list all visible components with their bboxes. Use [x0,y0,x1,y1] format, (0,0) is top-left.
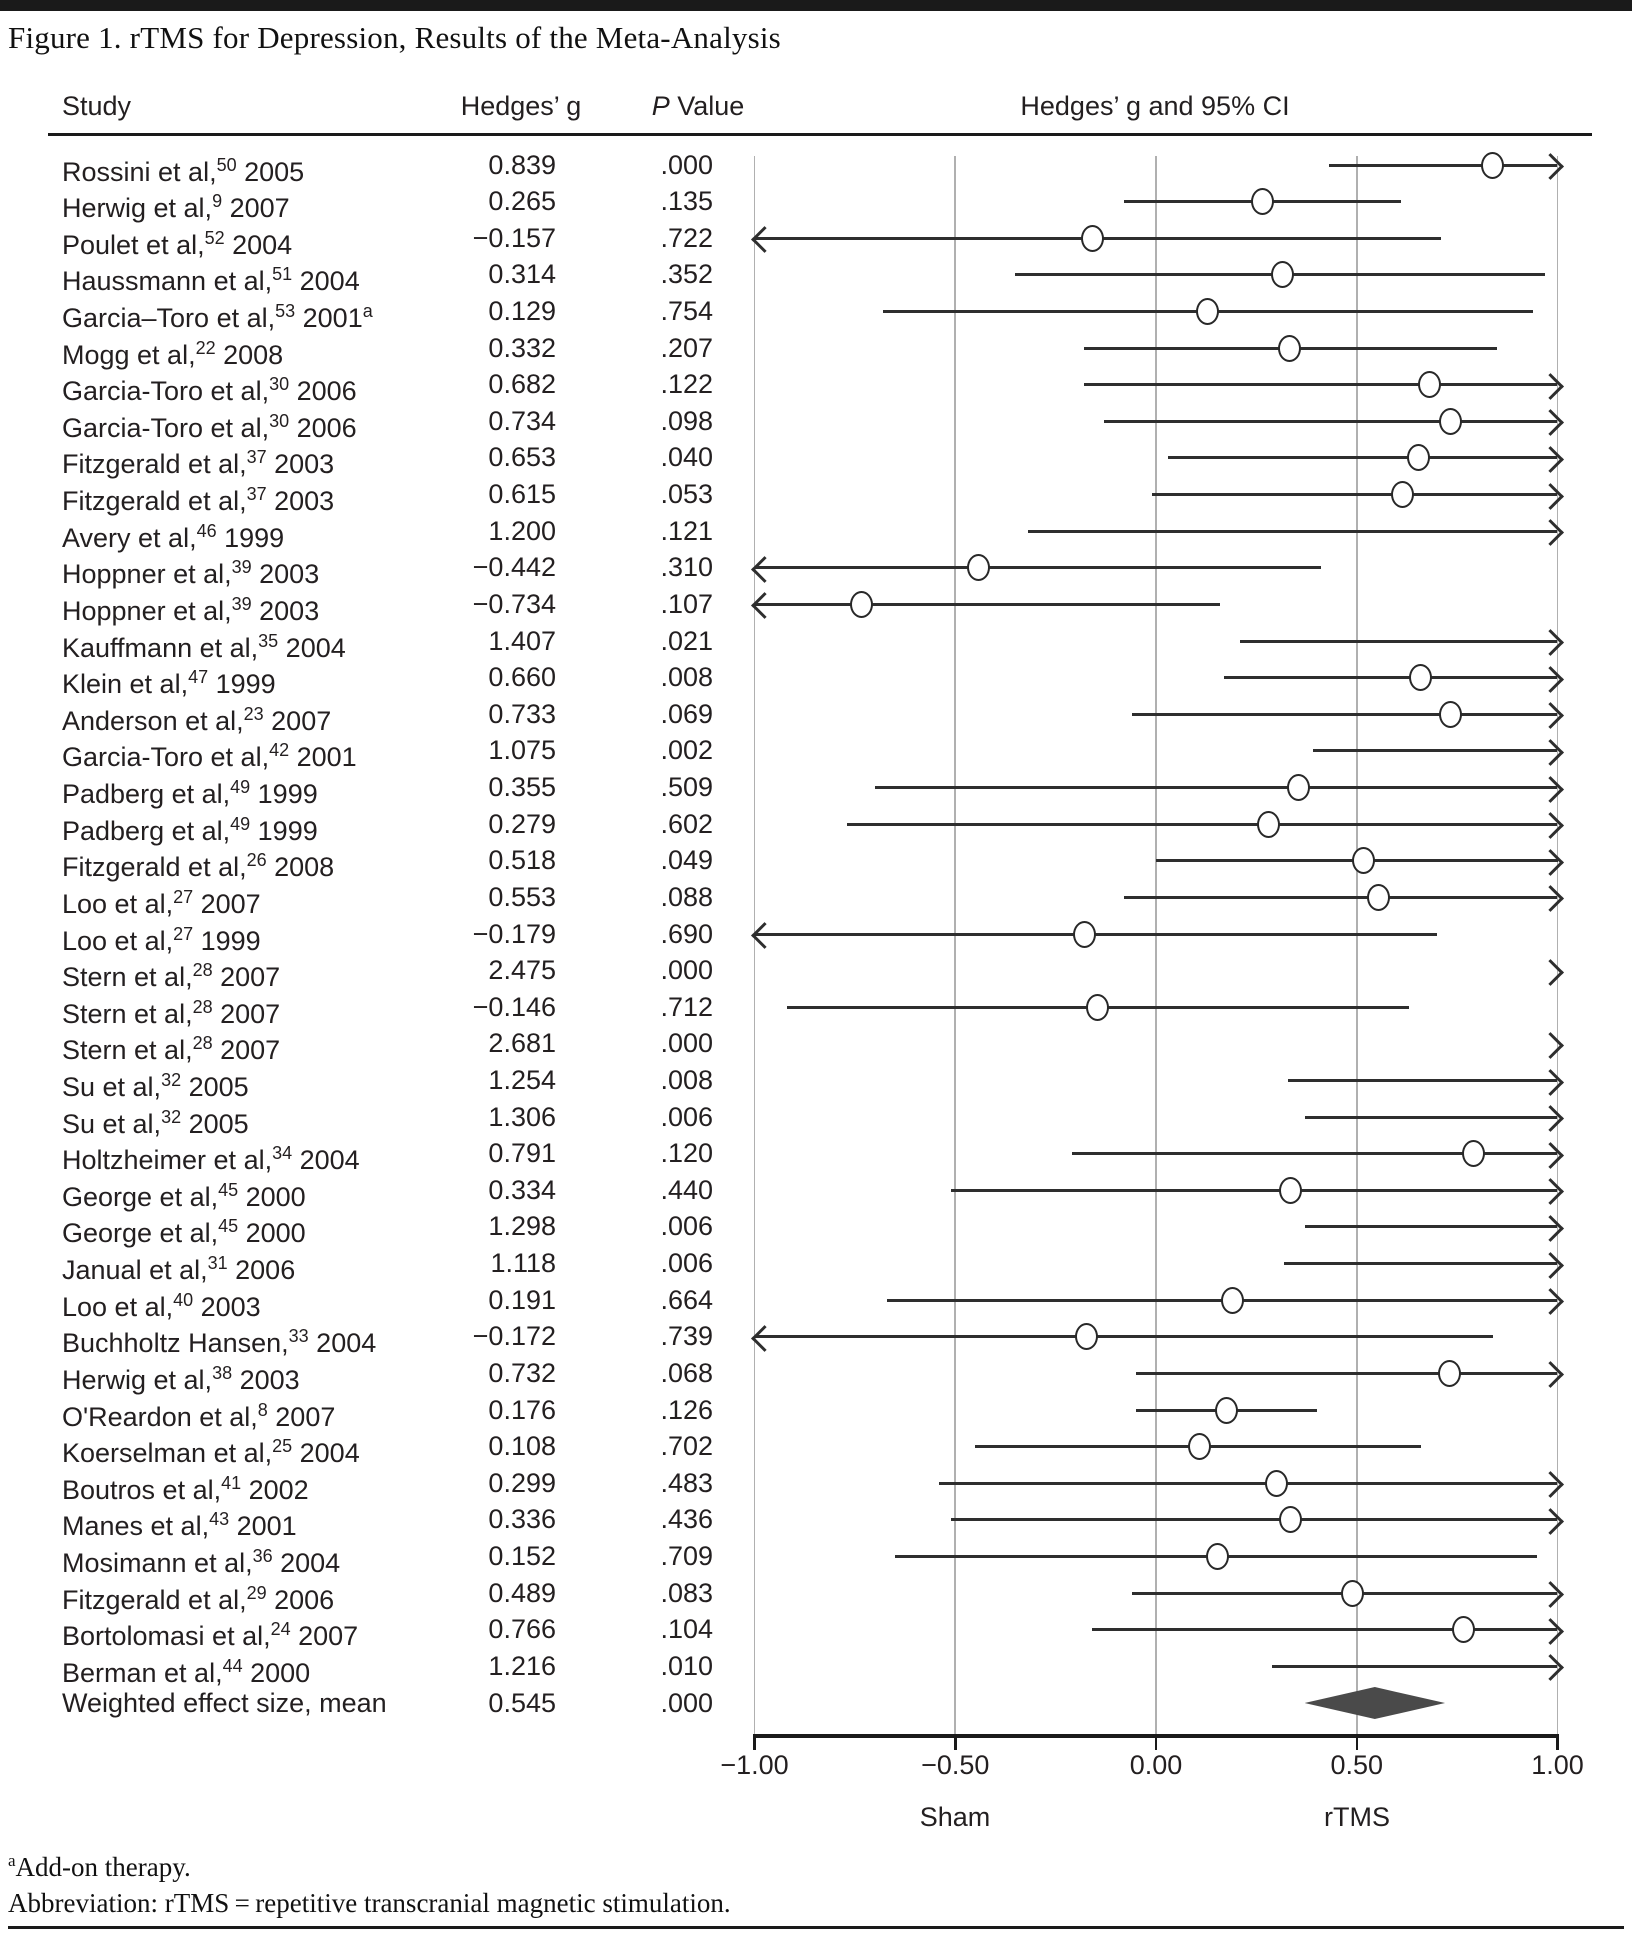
study-label: Fitzgerald et al,$^{37}$ 2003 [62,447,335,480]
study-label: Klein et al,$^{47}$ 1999 [62,667,276,700]
axis-tick-label: 0.50 [1330,1750,1384,1780]
point-estimate-marker [1081,225,1104,252]
study-label: George et al,$^{45}$ 2000 [62,1216,306,1249]
p-value: .006 [660,1101,713,1132]
hedges-g-value: 0.653 [488,442,556,473]
point-estimate-marker [1452,1616,1475,1643]
ci-line [1305,1116,1558,1119]
p-value: .068 [660,1357,713,1388]
study-label: Padberg et al,$^{49}$ 1999 [62,813,318,846]
point-estimate-marker [1075,1323,1098,1350]
study-label: Fitzgerald et al,$^{29}$ 2006 [62,1582,335,1615]
hedges-g-value: 0.176 [488,1394,556,1425]
column-header-study: Study [62,91,132,121]
ci-clipped-right-arrow-icon [1537,1362,1564,1389]
p-value: .040 [660,442,713,473]
ci-line [1028,530,1558,533]
hedges-g-value: 1.306 [488,1101,556,1132]
p-value: .098 [660,405,713,436]
point-estimate-marker [1279,1506,1302,1533]
point-estimate-marker [1462,1140,1485,1167]
p-value: .310 [660,552,713,583]
hedges-g-value: 0.615 [488,479,556,510]
study-label: Rossini et al,$^{50}$ 2005 [62,154,305,187]
p-value: .021 [660,625,713,656]
p-value: .008 [660,1065,713,1095]
point-estimate-marker [1409,664,1432,691]
study-label: Holtzheimer et al,$^{34}$ 2004 [62,1143,360,1176]
point-estimate-marker [1352,847,1375,874]
ci-clipped-right-arrow-icon [1537,1581,1564,1608]
point-estimate-marker [1439,701,1462,728]
ci-clipped-right-arrow-icon [1537,1654,1564,1681]
point-estimate-marker [1278,335,1301,362]
hedges-g-value: 0.791 [488,1138,556,1169]
ci-clipped-right-arrow-icon [1537,629,1564,656]
point-estimate-marker [1438,1360,1461,1387]
axis-tick [753,1737,756,1750]
hedges-g-value: 0.839 [488,149,556,180]
ci-clipped-right-arrow-icon [1537,666,1564,693]
hedges-g-value: 1.216 [488,1650,556,1681]
hedges-g-value: −0.734 [472,588,556,619]
ci-line [755,603,1221,606]
study-label: Stern et al,$^{28}$ 2007 [62,1033,281,1066]
p-value: .000 [660,1028,713,1059]
ci-line [951,1518,1557,1521]
p-value: .000 [660,149,713,180]
point-estimate-marker [1279,1177,1302,1204]
hedges-g-value: 0.299 [488,1467,556,1498]
p-value: .690 [660,918,713,949]
gridline [754,156,756,1734]
study-label: Boutros et al,$^{41}$ 2002 [62,1472,309,1505]
p-value: .739 [660,1321,713,1352]
p-value: .006 [660,1211,713,1242]
ci-line [1152,493,1558,496]
ci-clipped-right-arrow-icon [1537,1069,1564,1096]
study-label: Loo et al,$^{27}$ 2007 [62,886,261,919]
hedges-g-value: 0.766 [488,1614,556,1645]
hedges-g-value: 0.191 [488,1284,556,1315]
p-value: .083 [660,1577,713,1608]
ci-line [1272,1665,1557,1668]
p-value: .000 [660,955,713,986]
ci-clipped-right-arrow-icon [1537,849,1564,876]
ci-line [1224,676,1557,679]
study-label: Su et al,$^{32}$ 2005 [62,1070,249,1102]
study-label: Fitzgerald et al,$^{37}$ 2003 [62,484,335,517]
ci-line [1240,640,1557,643]
ci-line [1313,749,1558,752]
ci-line [1132,713,1558,716]
study-label: Loo et al,$^{40}$ 2003 [62,1289,261,1322]
hedges-g-value: 2.681 [488,1028,556,1059]
point-estimate-marker [1251,188,1274,215]
hedges-g-value: 0.314 [488,259,556,290]
p-value: .088 [660,881,713,912]
gridline [1356,156,1358,1734]
ci-clipped-right-arrow-icon [1537,483,1564,510]
p-value: .006 [660,1248,713,1279]
hedges-g-value: 0.660 [488,662,556,693]
point-estimate-marker [1271,261,1294,288]
hedges-g-value: 0.732 [488,1357,556,1388]
hedges-g-value: −0.172 [472,1321,556,1352]
ci-clipped-right-arrow-icon [1537,1032,1564,1059]
point-estimate-marker [1418,371,1441,398]
ci-clipped-right-arrow-icon [1537,812,1564,839]
ci-line [1136,1372,1558,1375]
point-estimate-marker [1407,444,1430,471]
study-label: Bortolomasi et al,$^{24}$ 2007 [62,1619,359,1652]
study-label: Hoppner et al,$^{39}$ 2003 [62,557,320,590]
footnote-abbreviation: Abbreviation: rTMS = repetitive transcranial magnetic stimulation. [8,1888,731,1918]
ci-clipped-right-arrow-icon [1537,1142,1564,1169]
ci-line [875,786,1558,789]
axis-tick-label: 0.00 [1129,1750,1183,1780]
p-value: .008 [660,662,713,693]
ci-line [1092,1628,1558,1631]
p-value: .126 [660,1394,713,1425]
point-estimate-marker [850,591,873,618]
study-label: Kauffmann et al,$^{35}$ 2004 [62,630,346,663]
point-estimate-marker [1073,921,1096,948]
p-value: .352 [660,259,713,290]
ci-clipped-right-arrow-icon [1537,739,1564,766]
p-value: .702 [660,1431,713,1462]
footnote-a [8,1851,191,1883]
ci-clipped-right-arrow-icon [1537,959,1564,986]
hedges-g-value: 0.733 [488,698,556,729]
p-value: .664 [660,1284,713,1315]
p-italic: P [651,91,670,121]
point-estimate-marker [967,554,990,581]
point-estimate-marker [1265,1470,1288,1497]
ci-clipped-right-arrow-icon [1537,1178,1564,1205]
study-label: Manes et al,$^{43}$ 2001 [62,1509,297,1542]
summary-label: Weighted effect size, mean [62,1687,387,1718]
ci-line [755,933,1438,936]
study-label: Haussmann et al,$^{51}$ 2004 [62,264,360,297]
ci-clipped-right-arrow-icon [1537,409,1564,436]
p-value: .122 [660,369,713,400]
study-label: Stern et al,$^{28}$ 2007 [62,996,281,1029]
axis-tick [1556,1737,1559,1750]
study-label: Janual et al,$^{31}$ 2006 [62,1253,296,1286]
ci-line [1288,1079,1557,1082]
p-value: .440 [660,1174,713,1205]
hedges-g-value: 1.407 [488,625,556,656]
ci-line [1305,1225,1558,1228]
study-label: Mogg et al,$^{22}$ 2008 [62,337,284,370]
p-value: .135 [660,186,713,217]
hedges-g-value: 0.489 [488,1577,556,1608]
hedges-g-value: 0.108 [488,1431,556,1462]
ci-clipped-right-arrow-icon [1537,446,1564,473]
ci-clipped-right-arrow-icon [1537,1471,1564,1498]
hedges-g-value: 0.553 [488,881,556,912]
hedges-g-value: 0.129 [488,295,556,326]
hedges-g-value: 0.332 [488,332,556,363]
hedges-g-value: 0.265 [488,186,556,217]
axis-tick-label: 1.00 [1531,1750,1584,1780]
study-label: Koerselman et al,$^{25}$ 2004 [62,1436,360,1469]
hedges-g-value: 1.118 [490,1248,556,1279]
study-label: Loo et al,$^{27}$ 1999 [62,923,261,956]
study-label: Padberg et al,$^{49}$ 1999 [62,777,318,810]
p-value: .002 [660,735,713,766]
study-label: Avery et al,$^{46}$ 1999 [62,520,285,553]
figure-title: Figure 1. rTMS for Depression, Results of the Meta-Analysis [8,20,781,55]
hedges-g-value: 0.355 [488,772,556,803]
hedges-g-value: 1.075 [488,735,556,766]
point-estimate-marker [1221,1287,1244,1314]
hedges-g-value: −0.442 [472,552,556,583]
point-estimate-marker [1215,1397,1238,1424]
p-value: .207 [660,332,713,363]
ci-line [1124,896,1558,899]
axis-arm-label-sham: Sham [919,1802,991,1832]
study-label: Herwig et al,$^9$ 2007 [62,191,290,224]
p-value: .754 [660,295,713,326]
ci-clipped-right-arrow-icon [1537,1252,1564,1279]
ci-line [1104,420,1558,423]
hedges-g-value: 0.279 [488,808,556,839]
hedges-g-value: 0.152 [488,1541,556,1572]
hedges-g-value: 1.298 [488,1211,556,1242]
hedges-g-value: 1.254 [488,1065,556,1095]
study-label: Garcia–Toro et al,$^{53}$ 2001$^a$ [62,300,373,333]
p-value: .436 [660,1504,713,1535]
point-estimate-marker [1188,1433,1211,1460]
axis-tick [1155,1737,1158,1750]
study-label: Hoppner et al,$^{39}$ 2003 [62,593,320,626]
ci-clipped-right-arrow-icon [1537,1215,1564,1242]
p-value: .104 [660,1614,713,1645]
axis-tick [954,1737,957,1750]
bottom-rule-bar [8,1926,1624,1929]
p-value: .107 [660,588,713,619]
hedges-g-value: 1.200 [488,515,556,546]
ci-line [951,1189,1557,1192]
point-estimate-marker [1481,152,1504,179]
x-axis-line [753,1734,1559,1738]
study-label: Fitzgerald et al,$^{26}$ 2008 [62,850,335,883]
p-value: .712 [660,991,713,1022]
column-header-ci: Hedges’ g and 95% CI [1020,91,1290,121]
axis-tick-label: −0.50 [921,1750,990,1780]
summary-p-value: .000 [660,1687,713,1718]
hedges-g-value: −0.179 [472,918,556,949]
ci-line [939,1482,1557,1485]
p-value: .709 [660,1541,713,1572]
summary-hedges-g-value: 0.545 [488,1687,556,1718]
study-label: Poulet et al,$^{52}$ 2004 [62,227,293,260]
study-label: O'Reardon et al,$^8$ 2007 [62,1399,336,1432]
p-value: .053 [660,479,713,510]
axis-tick [1356,1737,1359,1750]
point-estimate-marker [1086,994,1109,1021]
point-estimate-marker [1257,811,1280,838]
point-estimate-marker [1367,884,1390,911]
point-estimate-marker [1341,1580,1364,1607]
study-label: Garcia-Toro et al,$^{42}$ 2001 [62,740,357,773]
ci-clipped-right-arrow-icon [1537,1105,1564,1132]
ci-clipped-right-arrow-icon [1537,153,1564,180]
hedges-g-value: 0.518 [488,845,556,876]
ci-clipped-right-arrow-icon [1537,373,1564,400]
point-estimate-marker [1439,408,1462,435]
ci-clipped-right-arrow-icon [1537,1618,1564,1645]
ci-clipped-right-arrow-icon [1537,519,1564,546]
hedges-g-value: 0.334 [488,1174,556,1205]
column-header-hedges-g: Hedges’ g [460,91,582,121]
hedges-g-value: −0.146 [472,991,556,1022]
ci-line [1329,164,1558,167]
ci-clipped-right-arrow-icon [1537,776,1564,803]
p-value: .509 [660,772,713,803]
p-value: .069 [660,698,713,729]
hedges-g-value: 0.336 [488,1504,556,1535]
axis-tick-label: −1.00 [720,1750,789,1780]
study-label: Mosimann et al,$^{36}$ 2004 [62,1546,341,1579]
p-value: .010 [660,1650,713,1681]
p-rest: Value [669,91,745,121]
ci-line [755,566,1321,569]
hedges-g-value: 0.734 [488,405,556,436]
ci-clipped-right-arrow-icon [1537,1288,1564,1315]
study-label: Buchholtz Hansen,$^{33}$ 2004 [62,1326,377,1359]
ci-clipped-right-arrow-icon [1537,885,1564,912]
ci-line [755,1335,1494,1338]
study-label: Garcia-Toro et al,$^{30}$ 2006 [62,410,357,443]
point-estimate-marker [1206,1543,1229,1570]
p-value: .483 [660,1467,713,1498]
study-label: Herwig et al,$^{38}$ 2003 [62,1362,300,1395]
study-label: Su et al,$^{32}$ 2005 [62,1106,249,1139]
hedges-g-value: 0.682 [488,369,556,400]
summary-diamond [1305,1687,1446,1719]
ci-clipped-right-arrow-icon [1537,1508,1564,1535]
point-estimate-marker [1287,774,1310,801]
study-label: Anderson et al,$^{23}$ 2007 [62,703,332,736]
hedges-g-value: −0.157 [472,222,556,253]
axis-arm-label-rtms: rTMS [1324,1802,1390,1832]
hedges-g-value: 2.475 [488,955,556,986]
study-label: Stern et al,$^{28}$ 2007 [62,960,281,993]
study-label: George et al,$^{45}$ 2000 [62,1179,306,1212]
ci-line [1084,383,1558,386]
point-estimate-marker [1391,481,1414,508]
p-value: .121 [660,515,713,546]
gridline [954,156,956,1734]
p-value: .049 [660,845,713,876]
ci-line [1168,456,1557,459]
p-value: .602 [660,808,713,839]
study-label: Berman et al,$^{44}$ 2000 [62,1655,311,1688]
footnote-a-text: Add-on therapy. [15,1852,191,1882]
p-value: .722 [660,222,713,253]
gridline [1155,156,1157,1734]
ci-line [847,823,1558,826]
footnote-a-marker: a [8,1851,16,1870]
ci-clipped-right-arrow-icon [1537,702,1564,729]
p-value: .120 [660,1138,713,1169]
point-estimate-marker [1196,298,1219,325]
study-label: Garcia-Toro et al,$^{30}$ 2006 [62,374,357,407]
ci-line [1284,1262,1557,1265]
